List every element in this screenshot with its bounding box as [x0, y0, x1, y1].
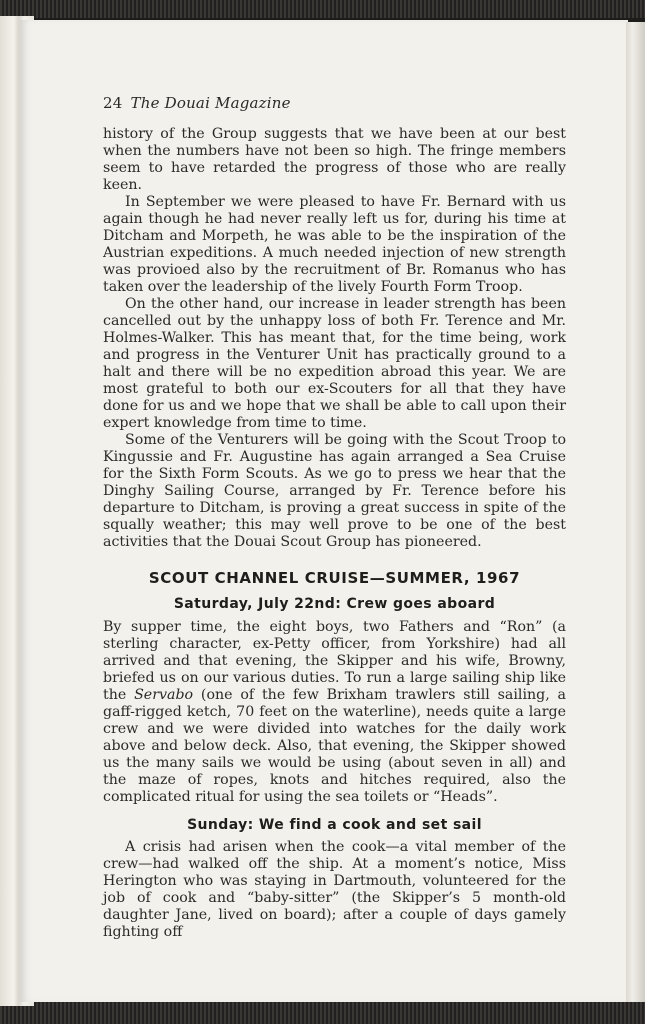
saturday-text-a: By supper time, the eight boys, two Fathers and “Ron” (a sterling character, ex-Petty officer, from Yorkshire) had all arrived and that evening, the Skipper and his wife, Browny, briefed us on our various duties. To run a large sailing ship like the	[103, 619, 566, 703]
binding-top-edge	[0, 0, 645, 18]
page-stack-right	[626, 22, 645, 1002]
paragraph-4: Some of the Venturers will be going with the Scout Troop to Kingussie and Fr. Augustine has again arranged a Sea Cruise for the Sixth Form Scouts. As we go to press we hear that the Dinghy Sailing Course, arranged by Fr. Terence before his departure to Ditcham, is proving a great success in spite of the squally weather; this may well prove to be one of the best activities that the Douai Scout Group has pioneered.	[103, 432, 566, 550]
article-title: SCOUT CHANNEL CRUISE—SUMMER, 1967	[148, 569, 521, 587]
ship-name: Servabo	[134, 687, 194, 703]
paragraph-sunday: A crisis had arisen when the cook—a vital member of the crew—had walked off the ship. At a moment’s notice, Miss Herington who was staying in Dartmouth, volunteered for the job of cook and “baby-sitter” (the Skipper’s 5 month-old daughter Jane, lived on board); after a couple of days gamely fighting off	[103, 839, 566, 940]
paragraph-1: history of the Group suggests that we have been at our best when the numbers have not been so high. The fringe members seem to have retarded the progress of those who are really keen.	[103, 126, 566, 193]
paragraph-3: On the other hand, our increase in leader strength has been cancelled out by the unhappy loss of both Fr. Terence and Mr. Holmes-Walker. This has meant that, for the time being, work and progress in the Venturer Unit has practically ground to a halt and there will be no expedition abroad this year. We are most grateful to both our ex-Scouters for all that they have done for us and we hope that we shall be able to call upon their expert knowledge from time to time.	[103, 296, 566, 431]
section-heading-saturday: Saturday, July 22nd: Crew goes aboard	[173, 596, 496, 612]
magazine-title: The Douai Magazine	[130, 94, 291, 112]
binding-bottom-edge	[0, 1002, 645, 1024]
saturday-text-b: (one of the few Brixham trawlers still sailing, a gaff-rigged ketch, 70 feet on the waterline), needs quite a large crew and we were divided into watches for the daily work above and below deck. Also, that evening, the Skipper showed us the many sails we would be using (about seven in all) and the maze of ropes, knots and hitches required, also the complicated ritual for using the sea toilets or “Heads”.	[103, 687, 567, 805]
article-body	[103, 126, 566, 941]
page-number: 24	[103, 94, 123, 112]
paragraph-saturday	[103, 619, 566, 806]
running-head	[103, 94, 291, 112]
section-heading-sunday: Sunday: We find a cook and set sail	[187, 817, 482, 833]
paragraph-2: In September we were pleased to have Fr. Bernard with us again though he had never really left us for, during his time at Ditcham and Morpeth, he was able to be the inspiration of the Austrian expeditions. A much needed injection of new strength was provioed also by the recruitment of Br. Romanus who has taken over the leadership of the lively Fourth Form Troop.	[103, 194, 566, 295]
